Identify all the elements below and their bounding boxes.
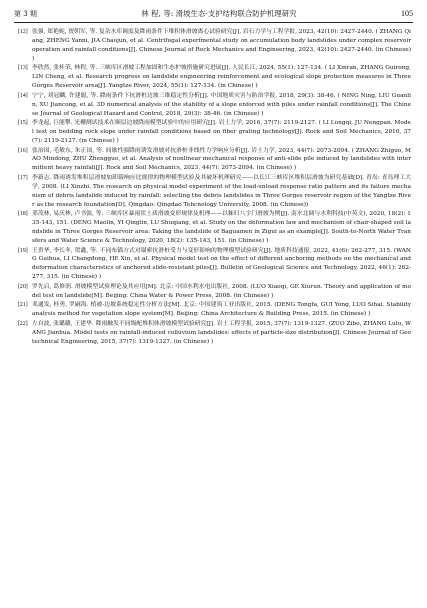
reference-number: [22]	[18, 320, 28, 327]
issue-label: 第 3 期	[14, 9, 37, 18]
reference-number: [18]	[18, 211, 28, 218]
reference-number: [14]	[18, 92, 28, 99]
reference-entry	[18, 301, 411, 319]
reference-entry	[18, 28, 411, 64]
reference-entry	[18, 283, 411, 301]
reference-text: 宁宁, 刘冠麟, 许建聪, 等. 降雨条件下抗滑桩边坡三维稳定性分析[J]. 中国地质灾害与防治学报, 2018, 29(3): 38-46. ( NING Ning, LIU Guanlin, XU Jiancong, et al. 3D numerical analysis of the stability of a slope enforced with piles under rainfall conditions[J]. The Chinese Journal of Geological Hazard and Control, 2018, 29(3): 38-46. (in Chinese) )	[32, 92, 411, 117]
page-number: 105	[401, 9, 413, 18]
reference-entry	[18, 210, 411, 246]
reference-text: 张治国, 毛敏东, 朱正国, 等. 间歇性强降雨诱发滑坡对抗滑桩非线性力学响应分析[J]. 岩土力学, 2023, 44(7): 2073-2094. ( ZHANG Zhiguo, MAO Mindong, ZHU Zhengguo, et al. Analysis of nonlinear mechanical response of anti-slide pile induced by landslides with intermittent heavy rainfall[J]. Rock and Soil Mechanics, 2023, 44(7): 2073-2094. (in Chinese) )	[32, 147, 411, 172]
reference-entry	[18, 119, 411, 146]
page-header	[14, 7, 413, 21]
reference-entry	[18, 147, 411, 174]
reference-text: 李欣然, 张桂荣, 林程, 等. 三峡库区滑坡工程加固和生态护坡措施研究进展[J]. 人民长江, 2024, 55(1): 127-134. ( LI Xinran, ZHANG Guirong, LIN Cheng, et al. Research progress on landslide engineering reinforcement and ecological slope protection measures in Three Gorges Reservoir area[J]. Yangtze River, 2024, 55(1): 127-134. (in Chinese) )	[32, 65, 411, 90]
reference-entry	[18, 174, 411, 210]
reference-text: 邓茂林, 易庆林, 卢书强, 等. 三峡库区暴雨状土质滑坡变形规律及机理——以秭归八字门滑坡为例[J]. 南水北调与水利科技(中英文), 2020, 18(2): 135-143, 151. (DENG Maolin, YI Qinglin, LU Shuqiang, et al. Study on the deformation law and mechanism of chair-shaped soil landslide in Three Gorges Reservoir area: Taking the landslide of Baguamen in Zigui as an example[J]. South-to-North Water Transfers and Water Science & Technology, 2020, 18(2): 135-143, 151. (in Chinese) )	[32, 211, 411, 244]
reference-text: 左自波, 张璐璐, 王建华. 降雨触发不同级配堆积体滑坡模型试验研究[J]. 岩土工程学报, 2015, 37(7): 1319-1327. (ZUO Zibo, ZHANG Lulu, WANG Jianhua. Model tests on rainfall-induced colluvium landslides: effects of particle-size distribution[J]. Chinese Journal of Geotechnical Engineering, 2015, 37(7): 1319-1327. (in Chinese) )	[32, 320, 411, 345]
reference-entry	[18, 247, 411, 283]
reference-text: 罗先启, 葛修润. 滑坡模型试验理论及其应用[M]. 北京: 中国水利水电出版社, 2008. (LUO Xiaoqi, GE Xiurun. Theory and application of model test on landslide[M]. Beijing: China Water & Power Press, 2008. (in Chinese) )	[32, 283, 411, 299]
reference-entry	[18, 64, 411, 91]
reference-number: [17]	[18, 174, 28, 181]
reference-list	[18, 28, 411, 347]
reference-number: [21]	[18, 302, 28, 309]
reference-number: [20]	[18, 283, 28, 290]
reference-text: 王贵华, 李长冬, 贺鑫, 等. 不同布锚方式对锚索抗滑桩受力与变形影响的物理模型试验研究[J]. 地质科技通报, 2022, 41(6): 262-277, 315. (WANG Guihua, LI Changdong, HE Xin, et al. Physical model test on the effect of different anchoring methods on the mechanical and deformation characteristics of anchored slide-resistant piles[J]. Bulletin of Geological Science and Technology, 2022, 46(1): 262-277, 315. (in Chinese) )	[32, 247, 411, 281]
reference-entry	[18, 320, 411, 347]
reference-number: [16]	[18, 147, 28, 154]
reference-number: [12]	[18, 29, 28, 35]
reference-text: 邓通发, 桂勇, 罗嗣海. 植被-边坡系统稳定性分析方法[M]. 北京: 中国建筑工业出版社, 2015. (DENG Tongfa, GUI Yong, LUO Sihai. Stability analysis method for vegetation slope system[M]. Beijing: China Architecture & Building Press, 2015. (in Chinese) )	[32, 302, 411, 318]
running-title: 林 程, 等: 滑坡生态-支护结构联合防护机理研究	[141, 9, 297, 19]
reference-number: [13]	[18, 65, 28, 72]
header-rule	[14, 22, 413, 23]
reference-number: [15]	[18, 120, 28, 127]
reference-number: [19]	[18, 247, 28, 254]
reference-text: 张强, 郑艳妮, 贾朝军, 等. 复杂水库调度及降雨条件下堆积体滑坡离心试验研究[J]. 岩石力学与工程学报, 2023, 42(10): 2427-2440. ( ZHANG Qiang, ZHENG Yanni, JIA Chaojun, et al. Centrifugal experimental study on accumulation body landslides under complex reservoir operation and rainfall conditions[J]. Chinese Journal of Rock Mechanics and Engineering, 2023, 42(10): 2427-2440. (in Chinese) )	[32, 29, 411, 62]
reference-text: 李龙起, 巨能攀. 光栅测试技术在顺层边坡降雨模型试验中的应用研究[J]. 岩土力学, 2016, 37(7): 2119-2127. ( LI Longqi, JU Nengpan. Model test on bedding rock slope under rainfall conditions based on fiber grating technology[J]. Rock and Soil Mechanics, 2016, 37(7): 2119-2127. (in Chinese) )	[32, 120, 411, 144]
reference-text: 李新志. 降雨诱发堆积层滑坡加卸载响应比规律的物理模型试验及其破坏机理研究——以长江三峡库区堆积层滑坡为研究基础[D]. 青岛: 青岛理工大学, 2008. (LI Xinzhi. The research on physical model experiment of the load-unload response ratio pattern and its failure mechanism of debris landslide induced by rainfall: selecting the debris landslides in Three Gorges reservoir region of the Yangtze River as the research foundation[D]. Qingdao: Qingdao Tehcnology University, 2008. (in Chinese))	[32, 174, 411, 208]
reference-entry	[18, 92, 411, 119]
